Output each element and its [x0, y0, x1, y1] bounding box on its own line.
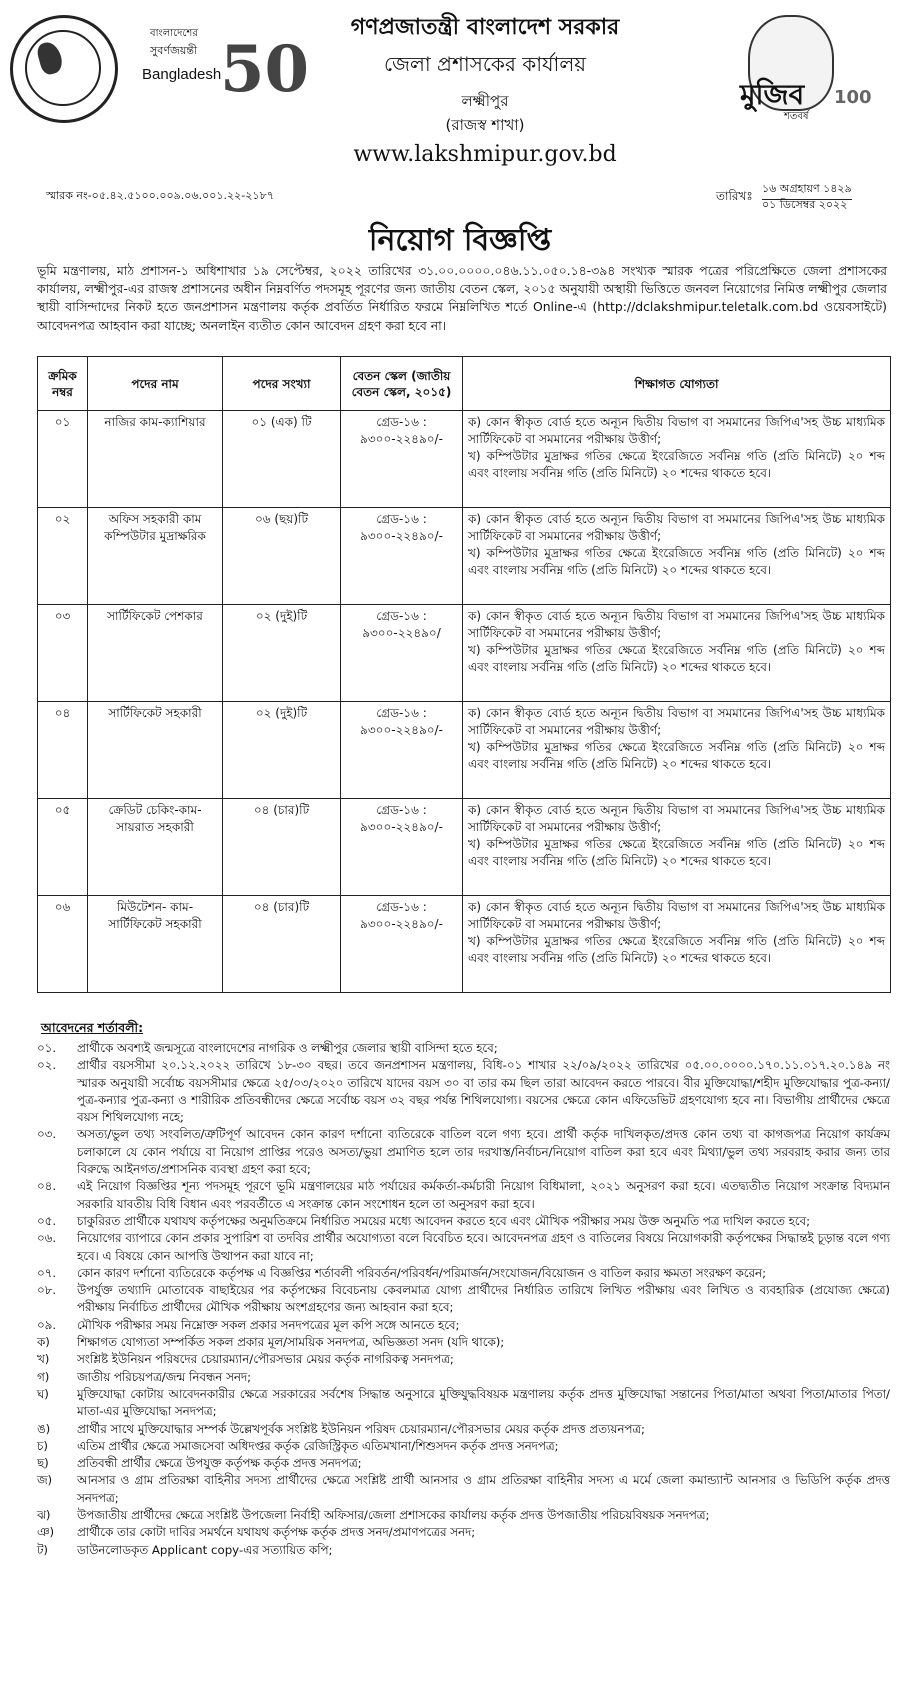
- table-row: [38, 411, 891, 508]
- list-item: [37, 1542, 890, 1559]
- item-number: ০৯.: [37, 1317, 57, 1332]
- cell-serial: ০৬: [38, 896, 88, 993]
- header-pay-scale: বেতন স্কেল (জাতীয় বেতন স্কেল, ২০১৫): [341, 357, 463, 411]
- intro-paragraph: ভূমি মন্ত্রণালয়, মাঠ প্রশাসন-১ অধিশাখার ১৯ সেপ্টেম্বর, ২০২২ তারিখের ৩১.০০.০০০০.০৪৬.১১.০৫০.১৪-৩৯৪ সংখ্যক স্মারক পত্রের পরিপ্রেক্ষিতে জেলা প্রশাসকের কার্যালয়, লক্ষ্মীপুর-এর রাজস্ব প্রশাসনের অধীন নিম্নবর্ণিত পদসমূহ পূরণের জন্য জাতীয় বেতন স্কেল, ২০১৫ অনুযায়ী অস্থায়ী ভিত্তিতে জনবল নিয়োগের নিমিত্ত লক্ষ্মীপুর জেলার স্থায়ী বাসিন্দাদের নিকট হতে জনপ্রশাসন মন্ত্রণালয় কর্তৃক প্রবর্তিত নির্ধারিত ফরমে নিম্নলিখিত শর্তে Online-এ (http://dclakshmipur.teletalk.com.bd ওয়েবসাইটে) আবেদনপত্র আহবান করা যাচ্ছে; অনলাইন ব্যতীত কোন আবেদন গ্রহণ করা হবে না।: [37, 263, 887, 333]
- memo-number: স্মারক নং-০৫.৪২.৫১০০.০০৯.০৬.০০১.২২-২১৮৭: [46, 189, 274, 202]
- list-item: [37, 1386, 890, 1421]
- list-item: [37, 1040, 890, 1057]
- item-text: মুক্তিযোদ্ধা কোটায় আবেদনকারীর ক্ষেত্রে সরকারের সর্বশেষ সিদ্ধান্ত অনুসারে মুক্তিযুদ্ধবিষয়ক মন্ত্রণালয় কর্তৃক প্রদত্ত মুক্তিযোদ্ধা সন্তানের পিতা/মাতা অথবা পিতা/মাতার পিতা/মাতা-এর মুক্তিযোদ্ধা সনদপত্র;: [77, 1386, 890, 1419]
- cell-serial: ০৪: [38, 702, 88, 799]
- website-url: www.lakshmipur.gov.bd: [353, 142, 617, 167]
- pay-range: ৯৩০০-২২৪৯০/-: [360, 529, 443, 543]
- conditions-heading: আবেদনের শর্তাবলী:: [41, 1020, 144, 1035]
- list-item: [37, 1057, 890, 1126]
- cell-pay-scale: [341, 702, 463, 799]
- qualification-a: ক) কোন স্বীকৃত বোর্ড হতে অন্যূন দ্বিতীয় বিভাগ বা সমমানের জিপিএ'সহ উচ্চ মাধ্যমিক সার্টিফিকেট বা সমমানের পরীক্ষায় উত্তীর্ণ;: [468, 900, 885, 931]
- mujib-logo-signature: মুজিব: [740, 78, 805, 111]
- cell-qualification: [463, 508, 891, 605]
- pay-grade: গ্রেড-১৬ :: [376, 900, 427, 914]
- cell-pay-scale: [341, 605, 463, 702]
- item-text: উপজাতীয় প্রার্থীদের ক্ষেত্রে সংশ্লিষ্ট উপজেলা নির্বাহী অফিসার/জেলা প্রশাসকের কার্যালয় কর্তৃক প্রদত্ত উপজাতীয় পরিচয়বিষয়ক সনদপত্র;: [77, 1508, 710, 1523]
- job-posts-table: [37, 356, 891, 993]
- item-number: গ): [37, 1369, 50, 1384]
- date-label: তারিখঃ: [716, 189, 753, 203]
- item-text: জাতীয় পরিচয়পত্র/জন্ম নিবন্ধন সনদ;: [77, 1369, 252, 1384]
- list-item: [37, 1524, 890, 1541]
- header-post-name: পদের নাম: [88, 357, 223, 411]
- item-text: সংশ্লিষ্ট ইউনিয়ন পরিষদের চেয়ারম্যান/পৌরসভার মেয়র কর্তৃক নাগরিকত্ব সনদপত্র;: [77, 1352, 454, 1367]
- qualification-b: খ) কম্পিউটার মুদ্রাক্ষর গতির ক্ষেত্রে ইংরেজিতে সর্বনিম্ন গতি (প্রতি মিনিটে) ২০ শব্দ এবং বাংলায় সর্বনিম্ন গতি (প্রতি মিনিটে) ২০ শব্দের থাকতে হবে।: [468, 740, 885, 771]
- pay-grade: গ্রেড-১৬ :: [376, 415, 427, 429]
- cell-post-name: সার্টিফিকেট পেশকার: [88, 605, 223, 702]
- pay-range: ৯৩০০-২২৪৯০/: [362, 626, 441, 640]
- list-item: [37, 1230, 890, 1265]
- item-number: ছ): [37, 1456, 49, 1471]
- table-row: [38, 508, 891, 605]
- branch-name: (রাজস্ব শাখা): [445, 116, 525, 134]
- government-title: গণপ্রজাতন্ত্রী বাংলাদেশ সরকার: [350, 15, 620, 40]
- seal-inner-ring: [25, 30, 101, 106]
- cell-post-name: অফিস সহকারী কাম কম্পিউটার মুদ্রাক্ষরিক: [88, 508, 223, 605]
- date-english: ০১ ডিসেম্বর ২০২২: [762, 198, 848, 211]
- cell-post-count: ০১ (এক) টি: [223, 411, 341, 508]
- list-item: [37, 1438, 890, 1455]
- pay-range: ৯৩০০-২২৪৯০/-: [360, 432, 443, 446]
- list-item: [37, 1265, 890, 1282]
- cell-serial: ০৩: [38, 605, 88, 702]
- cell-post-count: ০২ (দুই)টি: [223, 702, 341, 799]
- item-number: ০১.: [37, 1041, 57, 1055]
- list-item: [37, 1213, 890, 1230]
- pay-grade: গ্রেড-১৬ :: [376, 803, 427, 817]
- item-text: কোন কারণ দর্শানো ব্যতিরেকে কর্তৃপক্ষ এ বিজ্ঞপ্তির শর্তাবলী পরিবর্তন/পরিবর্ধন/পরিমার্জন/সংযোজন/বিয়োজন ও বাতিল করার ক্ষমতা সংরক্ষণ করেন;: [77, 1265, 767, 1280]
- list-item: [37, 1334, 890, 1351]
- item-number: ০৬.: [37, 1231, 57, 1246]
- jubilee-logo-line3: Bangladesh: [142, 66, 222, 83]
- office-name: জেলা প্রশাসকের কার্যালয়: [383, 52, 587, 76]
- list-item: [37, 1421, 890, 1438]
- cell-qualification: [463, 605, 891, 702]
- list-item: [37, 1178, 890, 1213]
- qualification-b: খ) কম্পিউটার মুদ্রাক্ষর গতির ক্ষেত্রে ইংরেজিতে সর্বনিম্ন গতি (প্রতি মিনিটে) ২০ শব্দ এবং বাংলায় সর্বনিম্ন গতি (প্রতি মিনিটে) ২০ শব্দের থাকতে হবে।: [468, 546, 885, 577]
- table-row: [38, 799, 891, 896]
- pay-grade: গ্রেড-১৬ :: [376, 512, 427, 526]
- district-name: লক্ষ্মীপুর: [461, 92, 509, 110]
- cell-post-name: ক্রেডিট চেকিং-কাম- সায়রাত সহকারী: [88, 799, 223, 896]
- list-item: [37, 1507, 890, 1524]
- conditions-list: [37, 1040, 890, 1559]
- jubilee-logo-line1: বাংলাদেশের: [150, 28, 198, 39]
- government-seal-logo: [10, 15, 118, 123]
- item-number: খ): [37, 1352, 50, 1367]
- item-text: মৌখিক পরীক্ষার সময় নিম্নোক্ত সকল প্রকার সনদপত্রের মূল কপি সঙ্গে আনতে হবে;: [77, 1317, 460, 1332]
- item-text: নিয়োগের ব্যাপারে কোন প্রকার সুপারিশ বা তদবির প্রার্থীর অযোগ্যতা বলে বিবেচিত হবে। আবেদনপত্র গ্রহণ ও বাতিলের বিষয়ে নিয়োগকারী কর্তৃপক্ষের সিদ্ধান্তই চূড়ান্ত বলে গণ্য হবে। এ বিষয়ে কোন আপত্তি উত্থাপন করা যাবে না;: [77, 1231, 890, 1263]
- pay-grade: গ্রেড-১৬ :: [376, 706, 427, 720]
- item-text: এই নিয়োগ বিজ্ঞপ্তির শূন্য পদসমূহ পূরণে ভূমি মন্ত্রণালয়ের মাঠ পর্যায়ের কর্মকর্তা-কর্মচারী নিয়োগ বিধিমালা, ২০২১ অনুসরণ করা হবে। এতদ্ব্যতীত নিয়োগ সংক্রান্ত বিদ্যমান সরকারি যাবতীয় বিধি বিধান এবং পরবর্তীতে এ সংক্রান্ত কোন সংশোধন হলে তা অনুসরণ করা হবে।: [77, 1179, 890, 1211]
- date-bangla: ১৬ অগ্রহায়ণ ১৪২৯: [762, 180, 852, 200]
- item-text: এতিম প্রার্থীর ক্ষেত্রে সমাজসেবা অধিদপ্তর কর্তৃক রেজিস্ট্রিকৃত এতিমখানা/শিশুসদন কর্তৃক প্রদত্ত সনদপত্র;: [77, 1438, 559, 1453]
- notice-title: নিয়োগ বিজ্ঞপ্তি: [368, 223, 552, 258]
- qualification-b: খ) কম্পিউটার মুদ্রাক্ষর গতির ক্ষেত্রে ইংরেজিতে সর্বনিম্ন গতি (প্রতি মিনিটে) ২০ শব্দ এবং বাংলায় সর্বনিম্ন গতি (প্রতি মিনিটে) ২০ শব্দের থাকতে হবে।: [468, 837, 885, 868]
- item-number: জ): [37, 1473, 53, 1488]
- list-item: [37, 1126, 890, 1178]
- table-row: [38, 702, 891, 799]
- item-number: ক): [37, 1335, 50, 1350]
- cell-serial: ০৫: [38, 799, 88, 896]
- cell-post-count: ০২ (দুই)টি: [223, 605, 341, 702]
- list-item: [37, 1472, 890, 1507]
- cell-pay-scale: [341, 799, 463, 896]
- cell-serial: ০২: [38, 508, 88, 605]
- cell-post-count: ০৪ (চার)টি: [223, 799, 341, 896]
- cell-qualification: [463, 702, 891, 799]
- qualification-a: ক) কোন স্বীকৃত বোর্ড হতে অন্যূন দ্বিতীয় বিভাগ বা সমমানের জিপিএ'সহ উচ্চ মাধ্যমিক সার্টিফিকেট বা সমমানের পরীক্ষায় উত্তীর্ণ;: [468, 415, 885, 446]
- pay-range: ৯৩০০-২২৪৯০/-: [360, 723, 443, 737]
- table-row: [38, 896, 891, 993]
- header-post-count: পদের সংখ্যা: [223, 357, 341, 411]
- item-number: ০৫.: [37, 1213, 57, 1228]
- mujib-logo-subtitle: শতবর্ষ: [784, 111, 809, 122]
- item-text: চাকুরিরত প্রার্থীকে যথাযথ কর্তৃপক্ষের অনুমতিক্রমে নির্ধারিত সময়ের মধ্যে আবেদন করতে হবে এবং মৌখিক পরীক্ষার সময় উক্ত অনুমতি পত্র দাখিল করতে হবে;: [77, 1213, 811, 1228]
- header-serial: ক্রমিক নম্বর: [38, 357, 88, 411]
- mujib-centenary-logo: [730, 15, 890, 125]
- cell-qualification: [463, 799, 891, 896]
- item-number: ঞ): [37, 1525, 55, 1540]
- item-number: ০৩.: [37, 1127, 57, 1142]
- qualification-a: ক) কোন স্বীকৃত বোর্ড হতে অন্যূন দ্বিতীয় বিভাগ বা সমমানের জিপিএ'সহ উচ্চ মাধ্যমিক সার্টিফিকেট বা সমমানের পরীক্ষায় উত্তীর্ণ;: [468, 706, 885, 737]
- header-qualification: শিক্ষাগত যোগ্যতা: [463, 357, 891, 411]
- jubilee-logo-number: 50: [220, 32, 310, 107]
- cell-serial: ০১: [38, 411, 88, 508]
- mujib-logo-100: 100: [834, 87, 872, 108]
- item-number: ট): [37, 1542, 49, 1557]
- qualification-a: ক) কোন স্বীকৃত বোর্ড হতে অন্যূন দ্বিতীয় বিভাগ বা সমমানের জিপিএ'সহ উচ্চ মাধ্যমিক সার্টিফিকেট বা সমমানের পরীক্ষায় উত্তীর্ণ;: [468, 803, 885, 834]
- item-number: ০৪.: [37, 1179, 57, 1194]
- item-number: চ): [37, 1438, 48, 1453]
- list-item: [37, 1317, 890, 1334]
- item-text: উপর্যুক্ত তথ্যাদি মোতাবেক বাছাইয়ের পর কর্তৃপক্ষের বিবেচনায় কেবলমাত্র যোগ্য প্রার্থীদের নির্ধারিত তারিখে লিখিত পরীক্ষায় এবং লিখিত ও ব্যবহারিক (প্রযোজ্য ক্ষেত্রে) পরীক্ষায় নির্বাচিত প্রার্থীদের মৌখিক পরীক্ষায় অংশগ্রহণের জন্য আহবান করা হবে;: [77, 1283, 890, 1315]
- table-row: [38, 605, 891, 702]
- item-number: ঝ): [37, 1508, 51, 1523]
- cell-post-count: ০৪ (চার)টি: [223, 896, 341, 993]
- cell-post-name: নাজির কাম-ক্যাশিয়ার: [88, 411, 223, 508]
- item-text: প্রার্থীকে অবশ্যই জন্মসূত্রে বাংলাদেশের নাগরিক ও লক্ষ্মীপুর জেলার স্থায়ী বাসিন্দা হতে হবে;: [77, 1041, 498, 1055]
- item-text: প্রার্থীর বয়সসীমা ২০.১২.২০২২ তারিখে ১৮-৩০ বছর। তবে জনপ্রশাসন মন্ত্রণালয়, বিধি-০১ শাখার ২২/০৯/২০২২ তারিখের ০৫.০০.০০০০.১৭০.১১.০১৭.২০.১৪৯ নং স্মারক অনুযায়ী সর্বোচ্চ বয়সসীমার ক্ষেত্রে ২৫/০৩/২০২০ তারিখে যাদের বয়স ৩০ বা তার কম ছিল তারা আবেদন করতে পারবে। বীর মুক্তিযোদ্ধা/শহীদ মুক্তিযোদ্ধার পুত্র-কন্যা/পুত্র-কন্যার পুত্র-কন্যা ও শারীরিক প্রতিবন্ধীদের ক্ষেত্রে সর্বোচ্চ বয়স ৩২ বছর পর্যন্ত শিথিলযোগ্য। বয়সের ক্ষেত্রে কোন এফিডেভিট গ্রহণযোগ্য হবে না। বিভাগীয় প্রার্থীদের ক্ষেত্রে বয়স শিথিলযোগ্য নহে;: [77, 1058, 890, 1125]
- list-item: [37, 1351, 890, 1368]
- cell-post-name: সার্টিফিকেট সহকারী: [88, 702, 223, 799]
- cell-post-name: মিউটেশন- কাম-সার্টিফিকেট সহকারী: [88, 896, 223, 993]
- item-text: প্রতিবন্ধী প্রার্থীর ক্ষেত্রে উপযুক্ত কর্তৃপক্ষ কর্তৃক প্রদত্ত সনদপত্র;: [77, 1456, 362, 1471]
- cell-post-count: ০৬ (ছয়)টি: [223, 508, 341, 605]
- pay-grade: গ্রেড-১৬ :: [376, 609, 427, 623]
- item-number: ০২.: [37, 1058, 57, 1073]
- item-text: আনসার ও গ্রাম প্রতিরক্ষা বাহিনীর সদস্য প্রার্থীদের ক্ষেত্রে সংশ্লিষ্ট প্রার্থী আনসার ও গ্রাম প্রতিরক্ষা বাহিনীর সদস্য এ মর্মে জেলা কমান্ড্যান্ট আনসার ও ভিডিপি কর্তৃক প্রদত্ত সনদপত্র;: [77, 1473, 890, 1505]
- qualification-a: ক) কোন স্বীকৃত বোর্ড হতে অন্যূন দ্বিতীয় বিভাগ বা সমমানের জিপিএ'সহ উচ্চ মাধ্যমিক সার্টিফিকেট বা সমমানের পরীক্ষায় উত্তীর্ণ;: [468, 512, 885, 543]
- table-header-row: [38, 357, 891, 411]
- cell-pay-scale: [341, 896, 463, 993]
- pay-range: ৯৩০০-২২৪৯০/-: [360, 820, 443, 834]
- cell-qualification: [463, 896, 891, 993]
- jubilee-logo-line2: সুবর্ণজয়ন্তী: [150, 44, 198, 57]
- qualification-b: খ) কম্পিউটার মুদ্রাক্ষর গতির ক্ষেত্রে ইংরেজিতে সর্বনিম্ন গতি (প্রতি মিনিটে) ২০ শব্দ এবং বাংলায় সর্বনিম্ন গতি (প্রতি মিনিটে) ২০ শব্দের থাকতে হবে।: [468, 643, 885, 674]
- list-item: [37, 1369, 890, 1386]
- qualification-a: ক) কোন স্বীকৃত বোর্ড হতে অন্যূন দ্বিতীয় বিভাগ বা সমমানের জিপিএ'সহ উচ্চ মাধ্যমিক সার্টিফিকেট বা সমমানের পরীক্ষায় উত্তীর্ণ;: [468, 609, 885, 640]
- pay-range: ৯৩০০-২২৪৯০/-: [360, 917, 443, 931]
- item-text: অসত্য/ভুল তথ্য সংবলিত/ত্রুটিপূর্ণ আবেদন কোন কারণ দর্শানো ব্যতিরেকে বাতিল বলে গণ্য হবে। প্রার্থী কর্তৃক দাখিলকৃত/প্রদত্ত কোন তথ্য বা কাগজপত্র নিয়োগ কার্যক্রম চলাকালে যে কোন পর্যায়ে বা নিয়োগ প্রাপ্তির পরেও অসত্য/ভুয়া প্রমাণিত হলে তার দরখাস্ত/নির্বাচন/নিয়োগ বাতিল করা হবে এবং মিথ্যা/ভুল তথ্য সরবরাহ করার জন্য তার বিরুদ্ধে আইনগত/প্রশাসনিক ব্যবস্থা গ্রহণ করা হবে;: [77, 1127, 890, 1177]
- item-text: প্রার্থীর সাথে মুক্তিযোদ্ধার সম্পর্ক উল্লেখপূর্বক সংশ্লিষ্ট ইউনিয়ন পরিষদ চেয়ারম্যান/পৌরসভার মেয়র কর্তৃক প্রদত্ত প্রত্যয়নপত্র;: [77, 1421, 646, 1436]
- list-item: [37, 1282, 890, 1317]
- item-number: ঘ): [37, 1386, 49, 1401]
- item-text: শিক্ষাগত যোগ্যতা সম্পর্কিত সকল প্রকার মূল/সাময়িক সনদপত্র, অভিজ্ঞতা সনদ (যদি থাকে);: [77, 1335, 505, 1350]
- cell-pay-scale: [341, 411, 463, 508]
- item-number: ঙ): [37, 1421, 51, 1436]
- item-text: ডাউনলোডকৃত Applicant copy-এর সত্যায়িত কপি;: [77, 1542, 333, 1557]
- item-number: ০৭.: [37, 1265, 57, 1280]
- cell-qualification: [463, 411, 891, 508]
- qualification-b: খ) কম্পিউটার মুদ্রাক্ষর গতির ক্ষেত্রে ইংরেজিতে সর্বনিম্ন গতি (প্রতি মিনিটে) ২০ শব্দ এবং বাংলায় সর্বনিম্ন গতি (প্রতি মিনিটে) ২০ শব্দের থাকতে হবে।: [468, 934, 885, 965]
- item-number: ০৮.: [37, 1283, 57, 1298]
- item-text: প্রার্থীকে তার কোটা দাবির সমর্থনে যথাযথ কর্তৃপক্ষ কর্তৃক প্রদত্ত সনদ/প্রমাণপত্রের সনদ;: [77, 1525, 476, 1540]
- qualification-b: খ) কম্পিউটার মুদ্রাক্ষর গতির ক্ষেত্রে ইংরেজিতে সর্বনিম্ন গতি (প্রতি মিনিটে) ২০ শব্দ এবং বাংলায় সর্বনিম্ন গতি (প্রতি মিনিটে) ২০ শব্দের থাকতে হবে।: [468, 449, 885, 480]
- list-item: [37, 1455, 890, 1472]
- cell-pay-scale: [341, 508, 463, 605]
